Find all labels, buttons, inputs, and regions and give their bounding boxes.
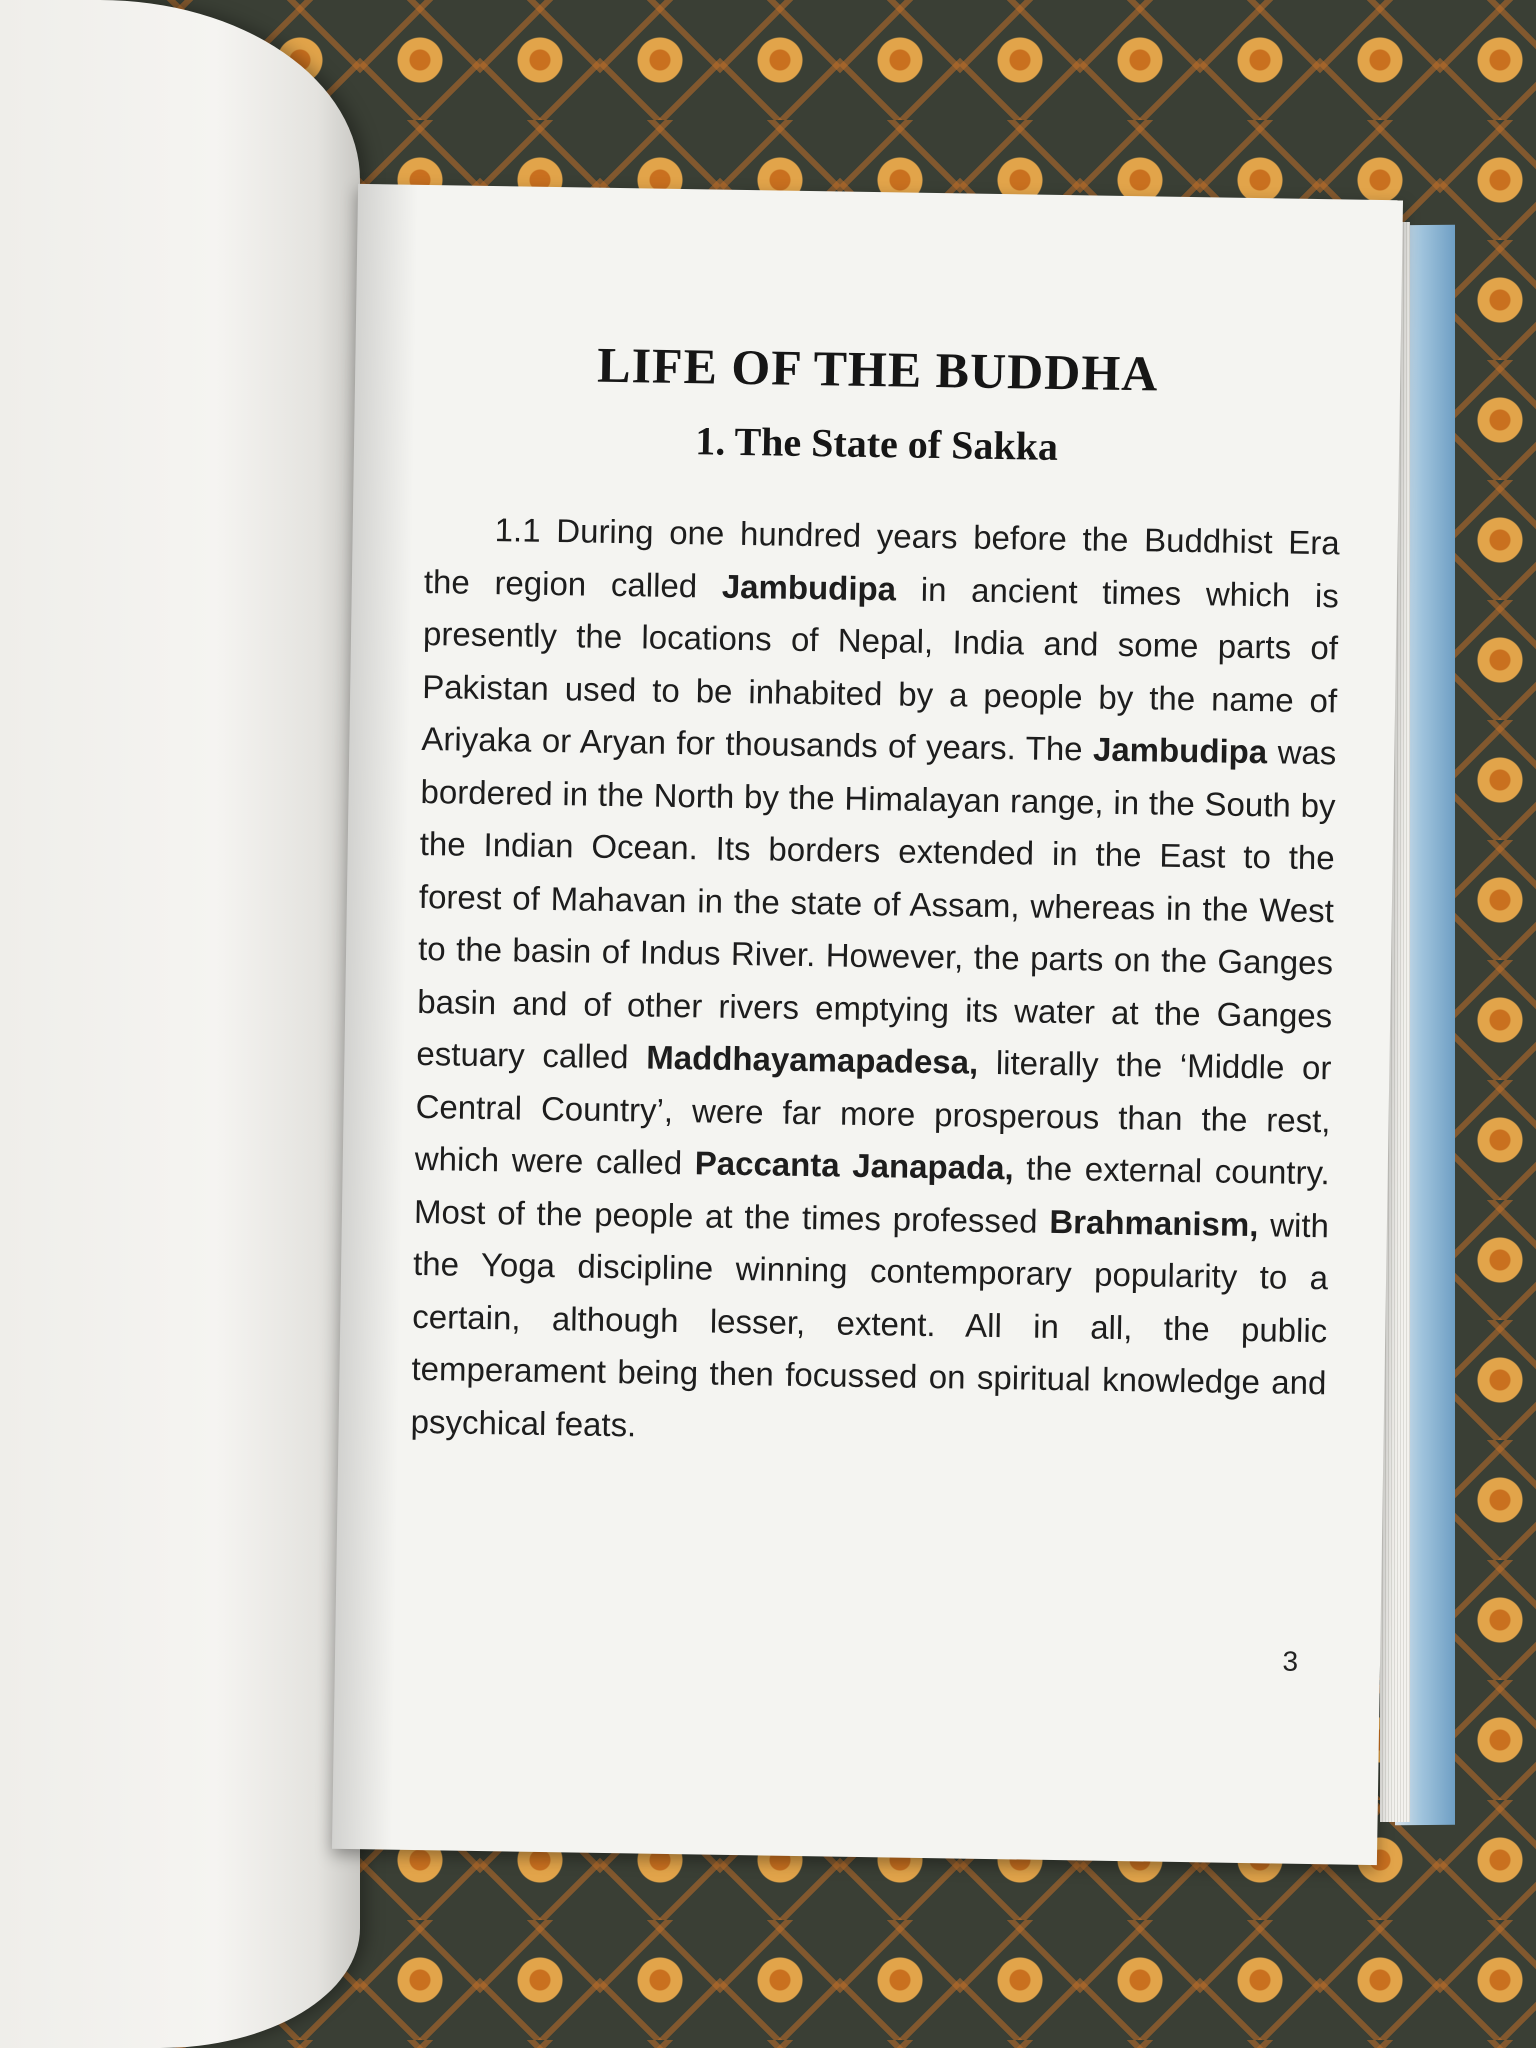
paragraph-text: with the Yoga discipline winning contemporary popularity to a certain, although lesser, extent. All in all, the public temperament being then focussed on spiritual knowledge and psychical feats.: [410, 1205, 1330, 1443]
book-page: [332, 184, 1403, 1865]
term-jambudipa: Jambudipa: [721, 567, 897, 607]
paragraph-text: the external country. Most of the people at the times professed: [413, 1149, 1331, 1240]
chapter-title: 1. The State of Sakka: [694, 418, 1059, 469]
term-paccanta-janapada: Paccanta Janapada,: [694, 1144, 1014, 1187]
paragraph-text: in ancient times which is presently the locations of Nepal, India and some parts of Pakistan used to be inhabited by a people by the name of Ariyaka or Aryan for thousands of years. The: [421, 569, 1340, 768]
paragraph-text: 1.1 During one hundred years before the Buddhist Era the region called: [423, 511, 1340, 605]
book-title: LIFE OF THE BUDDHA: [596, 336, 1159, 402]
page-number: 3: [1282, 1645, 1299, 1677]
term-jambudipa: Jambudipa: [1092, 730, 1268, 771]
paragraph-indent: [425, 540, 495, 541]
term-brahmanism: Brahmanism,: [1049, 1202, 1259, 1243]
show-through-text: [15, 59, 37, 113]
previous-page: [0, 0, 360, 2048]
paragraph-text: was bordered in the North by the Himalayan range, in the South by the Indian Ocean. Its borders extended in the East to the forest of Mahavan in the state of Assam, whereas in the West to the basin of Indus River. However, the parts on the Ganges basin and of other rivers emptying its water at the Ganges estuary called: [416, 733, 1337, 1076]
paragraph-text: literally the ‘Middle or Central Country’, were far more prosperous than the rest, which were called: [414, 1043, 1332, 1182]
body-paragraph: [410, 503, 1340, 1462]
term-maddhayamapadesa: Maddhayamapadesa,: [645, 1038, 979, 1081]
